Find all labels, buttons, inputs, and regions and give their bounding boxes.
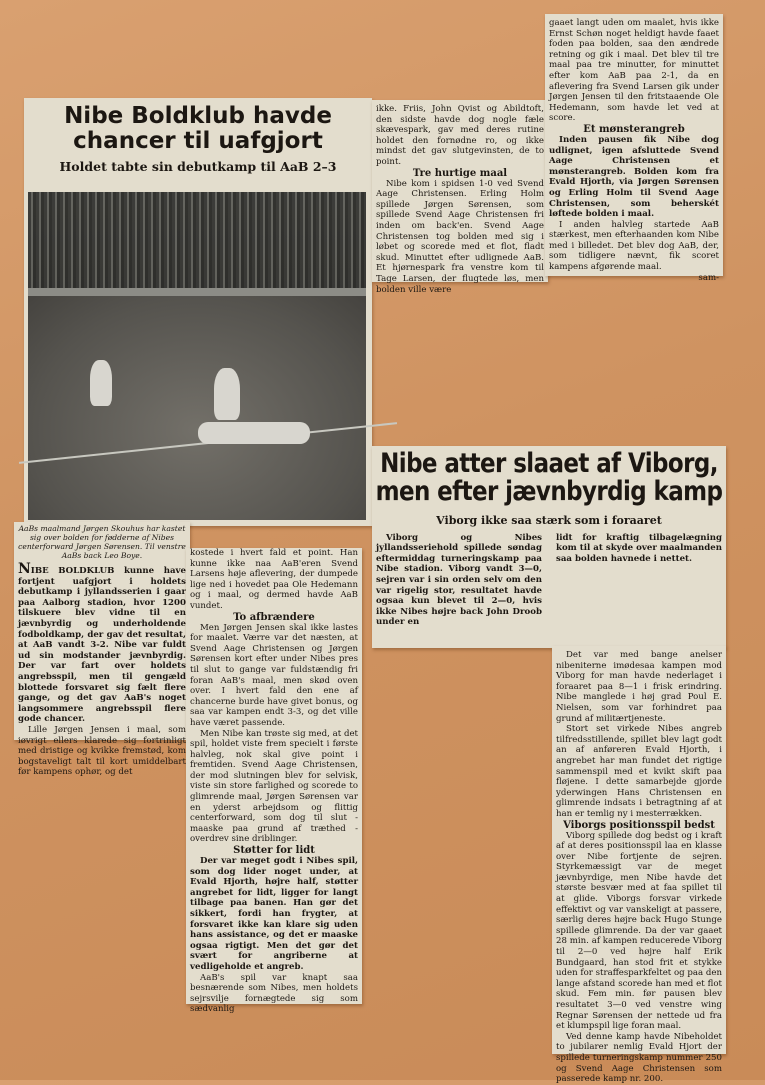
article1-col2-para1: kostede i hvert fald et point. Han kunne ikke naa AaB'eren Svend Larsens høje aflevering, der dumpede lige ned i hovedet paa Ole Hedemann og i maal, og dermed havde AaB vundet. — [190, 548, 358, 611]
article1-col2-para3: Men Nibe kan trøste sig med, at det spil, holdet viste frem specielt i første halvleg, nok skal give point i fremtiden. Svend Aage Christensen, der mod slutningen blev for selvisk, viste sin store farlighed og scorede to glimrende maal, Jørgen Sørensen var en yderst arbejdsom og flittig centerforward, som dog til slut - maaske paa grund af træthed - overdrev sine driblinger. — [190, 728, 358, 845]
article-nibe-aab-top — [24, 98, 372, 526]
article1-cont2-para3: I anden halvleg startede AaB stærkest, men efterhaanden kom Nibe med i billedet. Det blev dog AaB, der, som tidligere nævnt, fik scoret kampens afgørende maal. — [549, 219, 719, 273]
article1-section-head1: To afbrændere — [233, 611, 315, 623]
football-field — [28, 296, 366, 520]
article2-headline-line1: Nibe atter slaaet af Viborg, — [380, 448, 718, 479]
article1-signature: sam- — [698, 272, 719, 283]
article2-right-column — [552, 646, 726, 1085]
stadium-barrier — [28, 288, 366, 296]
article1-cont-para2: Nibe kom i spidsen 1-0 ved Svend Aage Christensen. Erling Holm spillede Jørgen Sørensen, som spillede Svend Aage Christensen fri inden om back'en. Svend Aage Christensen tog bolden med sig i løbet og scorede med et flot, fladt skud. Minuttet efter udlignede AaB. Et hjørnespark fra venstre kom til Tage Larsen, der flugtede løs, men bolden ville være — [376, 178, 544, 295]
article1-cont2-para1: gaaet langt uden om maalet, hvis ikke Ernst Schøn noget heldigt havde faaet foden paa bolden, saa den ændrede retning og gik i maal. Det blev til tre maal paa tre minutter, for minuttet efter kom AaB paa 2-1, da en aflevering fra Svend Larsen gik under Jørgen Jensen til den fritstaaende Ole Hedemann, som havde let ved at score. — [549, 18, 719, 124]
article2-para4: Viborg spillede dog bedst og i kraft af at deres positionsspil laa en klasse over Nibe fortjente de sejren. Styrkemæssigt var de meget jævnbyrdige, men Nibe havde det største besvær med at faa spillet til at glide. Viborgs forsvar virkede effektivt og var vanskeligt at passere, særlig deres højre back Hugo Stunge spillede glimrende. Da der var gaaet 28 min. af kampen reducerede Viborg til 2—0 ved højre half Erik Bundgaard, han stod frit et stykke uden for straffesparkfeltet og paa den lange afstand scorede han med et flot skud. Fem min. før pausen blev resultatet 3—0 ved venstre wing Regnar Sørensen der nettede ud fra et klumpspil lige foran maal. — [556, 830, 722, 1032]
photo-caption: AaBs maalmand Jørgen Skouhus har kastet sig over bolden for fødderne af Nibes centerforward Jørgen Sørensen. Til venstre AaBs back Leo Boye. — [18, 524, 186, 560]
article1-headline-line1: Nibe Boldklub havde — [64, 103, 332, 129]
article1-lower-right — [186, 548, 362, 1015]
article2-para5: Ved denne kamp havde Nibeholdet to jubilarer nemlig Evald Hjort der spillede turneringskamp nummer 250 og Svend Aage Christensen som passerede kamp nr. 200. — [556, 1031, 722, 1085]
article1-col2-para2: Men Jørgen Jensen skal ikke lastes for maalet. Værre var det næsten, at Svend Aage Christensen og Jørgen Sørensen kort efter under Nibes pres til slut to gange var fuldstændig fri foran AaB's maal, men skød oven over. I hvert fald den ene af chancerne burde have givet bonus, og saa var kampen endt 3-3, og det ville have været passende. — [190, 622, 358, 728]
article1-cont-para1: ikke. Friis, John Qvist og Abildtoft, den sidste havde dog nogle fæle skævespark, gav med deres rutine holdet den fornødne ro, og ikke mindst det gav slutgevinsten, de to point. — [376, 104, 544, 167]
article1-lower-left — [14, 522, 190, 778]
article1-continuation-2 — [545, 14, 723, 283]
article1-col1-para2: Lille Jørgen Jensen i maal, som iøvrigt ellers klarede sig fortrinligt med dristige og kvikke fremstød, kom bogstaveligt talt til kort umiddelbart før kampens ophør, og det — [18, 724, 186, 778]
match-photo — [28, 192, 366, 520]
article2-para2: Det var med bange anelser nibeniterne imødesaa kampen mod Viborg for man havde nederlaget i foraaret paa 8—1 i frisk erindring. Nibe manglede i høj grad Poul E. Nielsen, som var forhindret paa grund af militærtjeneste. — [556, 650, 722, 724]
article2-para3: Stort set virkede Nibes angreb tilfredsstillende, spillet blev lagt godt an af anføreren Evald Hjorth, i angrebet har man fundet det rigtige sammenspil med et kvikt skift paa fløjene. I dette samarbejde gjorde yderwingen Hans Christensen en glimrende indsats i betragtning af at han er temlig ny i mesterrækken. — [556, 724, 722, 819]
article1-lead — [14, 561, 190, 725]
article1-headline-line2: chancer til uafgjort — [73, 128, 323, 155]
article1-col2-para5: AaB's spil var knapt saa besnærende som Nibes, men holdets sejrsvilje fornægtede sig som sædvanlig — [190, 972, 358, 1015]
article2-subhead: Viborg ikke saa stærk som i foraaret — [436, 513, 662, 527]
article1-cont2-section-head: Et mønsterangreb — [583, 123, 685, 135]
article2-headline-line2: men efter jævnbyrdig kamp — [375, 477, 723, 508]
article-nibe-viborg — [372, 446, 726, 648]
article1-subhead: Holdet tabte sin debutkamp til AaB 2–3 — [59, 158, 337, 174]
article1-col2-para4: Der var meget godt i Nibes spil, som dog lider noget under, at Evald Hjorth, højre half, støtter angrebet for lidt, ligger for langt tilbage paa banen. Han gør det sikkert, fordi han frygter, at forsvaret ikke kan klare sig uden hans assistance, og det er maaske ogsaa rigtigt. Men det gør det svært for angriberne at vedligeholde et angreb. — [190, 856, 358, 972]
player-left — [90, 360, 112, 406]
article1-continuation — [372, 100, 548, 295]
article2-section-head: Viborgs positionsspil bedst — [563, 819, 715, 831]
article1-dropcap: N — [18, 561, 31, 577]
article1-lead-text: IBE BOLDKLUB kunne have fortjent uafgjort i holdets debutkamp i jyllandsserien i gaar paa Aalborg stadion, hvor 1200 tilskuere blev vidne til en jævnbyrdig og underholdende fodboldkamp, der gav det resultat, at AaB vandt 3-2. Nibe var fuldt ud sin modstander jævnbyrdig. Der var fart over holdets angrebsspil, men til gengæld blottede forsvaret sig fælt flere gange, og det gav AaB's noget langsommere angrebsspil flere gode chancer. — [18, 566, 186, 725]
article2-lead: Viborg og Nibes jyllandsseriehold spillede søndag eftermiddag turneringskamp paa Nibe stadion. Viborg vandt 3—0, sejren var i sin orden selv om den var rigelig stor, resultatet havde ogsaa kun blevet til 2—0, hvis ikke Nibes højre back John Droob under en — [376, 532, 542, 628]
article2-col2-lead: lidt for kraftig tilbagelægning kom til at skyde over maalmanden saa bolden havnede i nettet. — [556, 532, 722, 564]
article1-cont2-para2: Inden pausen fik Nibe dog udlignet, igen afsluttede Svend Aage Christensen et mønsterangreb. Bolden kom fra Evald Hjorth, via Jørgen Sørensen og Erling Holm til Svend Aage Christensen, som beherskét løftede bolden i maal. — [549, 134, 719, 220]
article1-cont-section-head: Tre hurtige maal — [412, 167, 508, 179]
crowd-background — [28, 192, 366, 292]
article1-section-head2: Støtter for lidt — [233, 845, 315, 857]
player-center — [214, 368, 240, 420]
goalkeeper-diving — [198, 422, 310, 444]
